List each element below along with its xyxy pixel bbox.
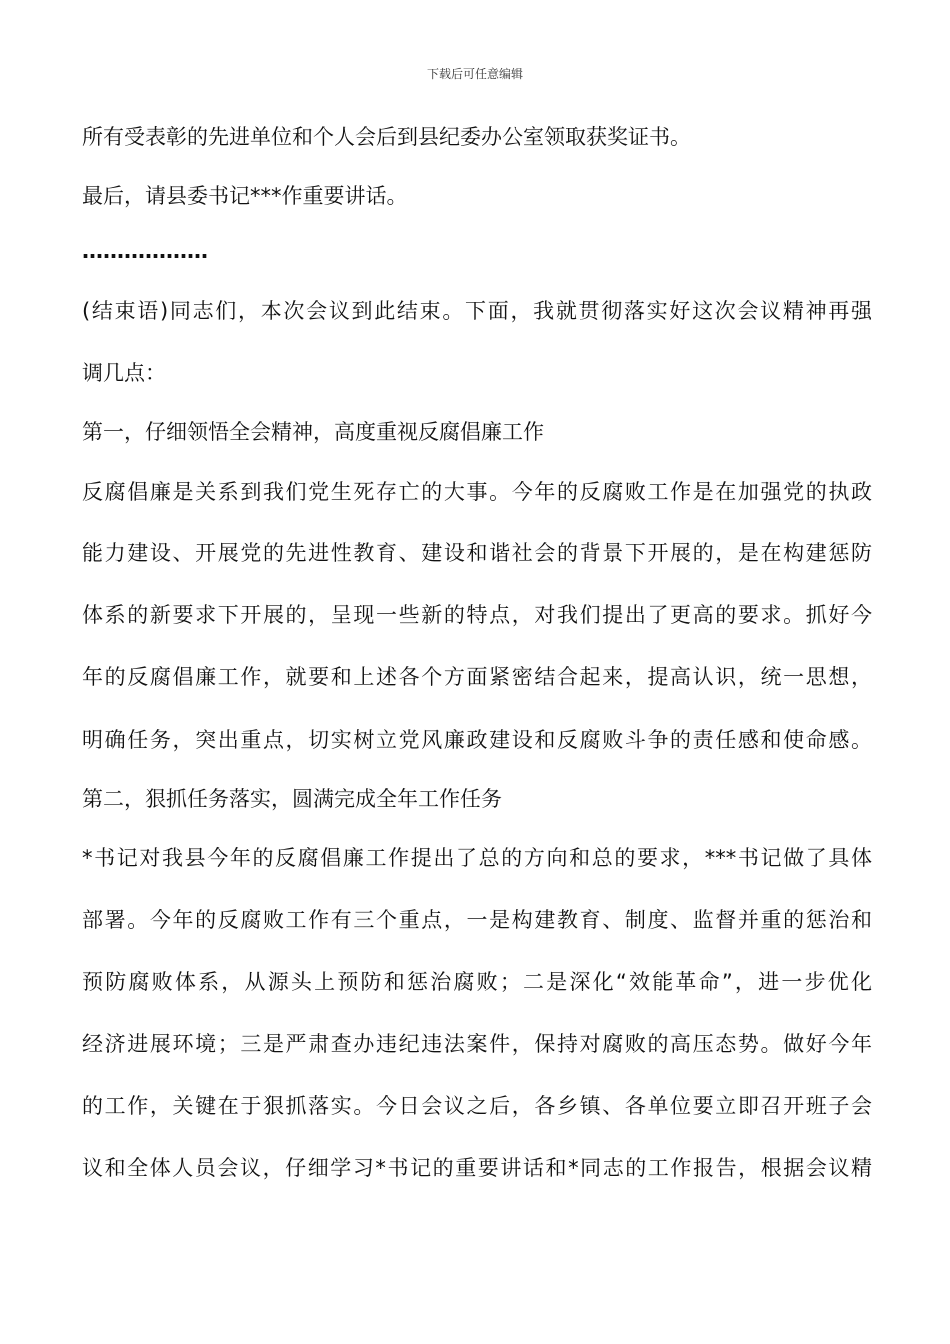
section2-line-2: 部署。今年的反腐败工作有三个重点，一是构建教育、制度、监督并重的惩治和 — [82, 908, 872, 932]
section-heading-2: 第二，狠抓任务落实，圆满完成全年工作任务 — [82, 787, 502, 811]
section2-line-5: 的工作，关键在于狠抓落实。今日会议之后，各乡镇、各单位要立即召开班子会 — [82, 1094, 872, 1118]
section1-line-4: 年的反腐倡廉工作，就要和上述各个方面紧密结合起来，提高认识，统一思想， — [82, 665, 872, 689]
closing-remarks-line-2: 调几点： — [82, 361, 166, 385]
section-heading-1: 第一，仔细领悟全会精神，高度重视反腐倡廉工作 — [82, 420, 544, 444]
section2-line-3: 预防腐败体系，从源头上预防和惩治腐败；二是深化“效能革命”，进一步优化 — [82, 970, 872, 994]
page-header-note: 下载后可任意编辑 — [426, 67, 523, 81]
section2-line-1: *书记对我县今年的反腐倡廉工作提出了总的方向和总的要求，***书记做了具体 — [82, 846, 872, 870]
section1-line-3: 体系的新要求下开展的，呈现一些新的特点，对我们提出了更高的要求。抓好今 — [82, 603, 872, 627]
section1-line-5: 明确任务，突出重点，切实树立党风廉政建设和反腐败斗争的责任感和使命感。 — [82, 728, 872, 752]
closing-remarks-line-1: (结束语)同志们，本次会议到此结束。下面，我就贯彻落实好这次会议精神再强 — [82, 299, 872, 323]
section2-line-6: 议和全体人员会议，仔细学习*书记的重要讲话和*同志的工作报告，根据会议精 — [82, 1156, 872, 1180]
paragraph-line-2: 最后，请县委书记***作重要讲话。 — [82, 184, 408, 208]
section1-line-1: 反腐倡廉是关系到我们党生死存亡的大事。今年的反腐败工作是在加强党的执政 — [82, 480, 872, 504]
section1-line-2: 能力建设、开展党的先进性教育、建设和谐社会的背景下开展的，是在构建惩防 — [82, 541, 872, 565]
paragraph-line-1: 所有受表彰的先进单位和个人会后到县纪委办公室领取获奖证书。 — [82, 125, 691, 149]
ellipsis-line: ……………… — [82, 239, 208, 263]
section2-line-4: 经济进展环境；三是严肃查办违纪违法案件，保持对腐败的高压态势。做好今年 — [82, 1032, 872, 1056]
